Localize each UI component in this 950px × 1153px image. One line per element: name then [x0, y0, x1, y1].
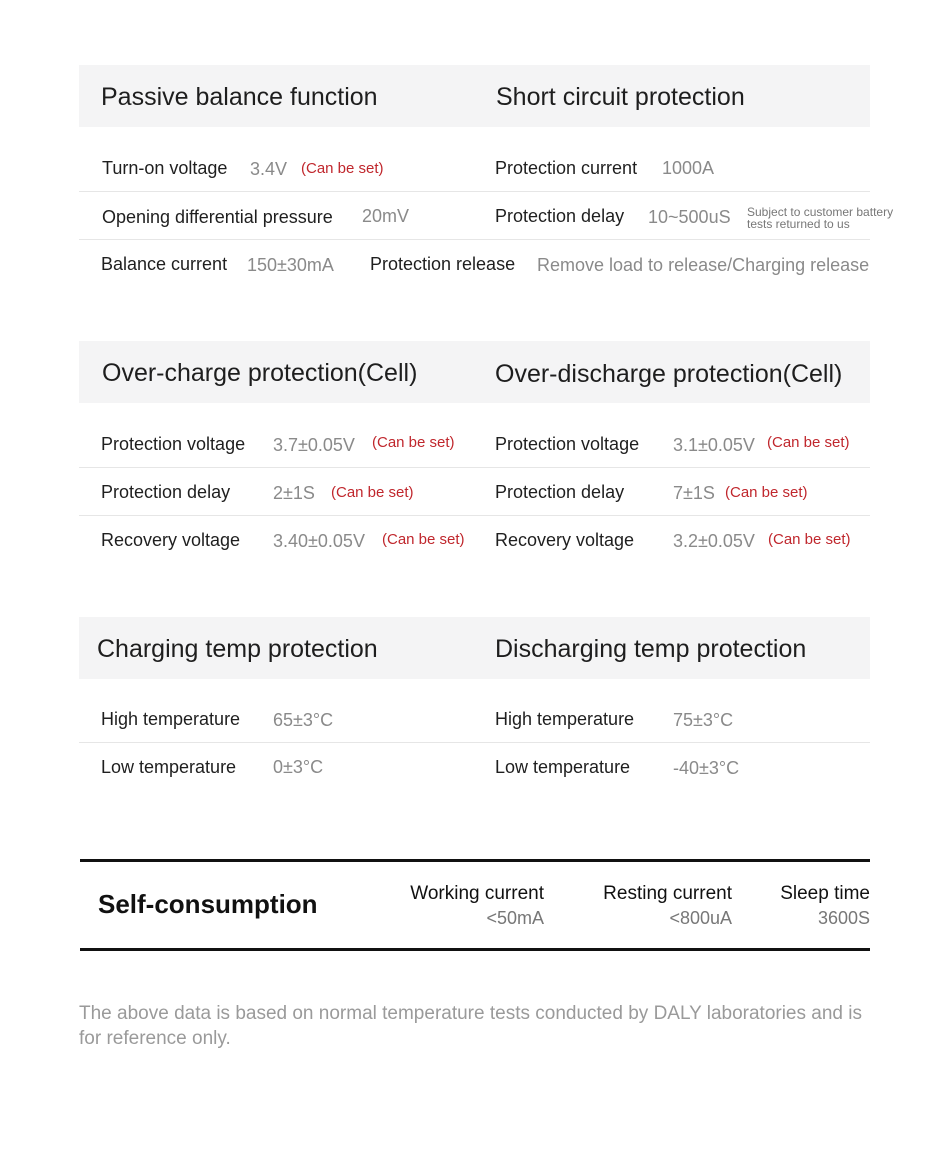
ct-low-temperature-value: 0±3°C [273, 757, 324, 777]
sc-delay-note-line2: tests returned to us [747, 217, 850, 231]
resting-current-value: <800uA [669, 908, 732, 928]
balance-current-label: Balance current [101, 254, 228, 274]
discharging-temp-title: Discharging temp protection [495, 635, 807, 663]
passive-balance-title: Passive balance function [101, 83, 378, 111]
oc-protection-delay-value: 2±1S [273, 483, 315, 503]
oc-recovery-voltage-label: Recovery voltage [101, 530, 241, 550]
sleep-time-value: 3600S [817, 908, 870, 928]
oc-protection-voltage-note: (Can be set) [372, 434, 455, 451]
balance-current-value: 150±30mA [247, 255, 334, 275]
resting-current-label: Resting current [603, 883, 732, 904]
protection-current-value: 1000A [662, 158, 715, 178]
divider [79, 467, 870, 468]
oc-protection-voltage-label: Protection voltage [101, 434, 246, 454]
opening-diff-value: 20mV [362, 206, 410, 226]
sc-protection-delay-value: 10~500uS [648, 207, 731, 227]
ct-high-temperature-label: High temperature [101, 709, 241, 729]
od-protection-voltage-note: (Can be set) [767, 434, 850, 451]
dt-high-temperature-label: High temperature [495, 709, 635, 729]
od-protection-delay-note: (Can be set) [725, 484, 808, 501]
over-charge-title: Over-charge protection(Cell) [102, 359, 418, 387]
protection-release-value: Remove load to release/Charging release [537, 255, 870, 275]
dt-high-temperature-value: 75±3°C [673, 710, 734, 730]
oc-protection-delay-note: (Can be set) [331, 484, 414, 501]
divider [79, 239, 870, 240]
footer-disclaimer: The above data is based on normal temperature tests conducted by DALY laboratories and is for reference only. [79, 1003, 862, 1049]
turn-on-voltage-value: 3.4V [250, 159, 288, 179]
protection-current-label: Protection current [495, 158, 638, 178]
divider [79, 742, 870, 743]
od-protection-delay-value: 7±1S [673, 483, 715, 503]
od-recovery-voltage-label: Recovery voltage [495, 530, 635, 550]
divider [79, 515, 870, 516]
dt-low-temperature-value: -40±3°C [673, 758, 740, 778]
divider [79, 191, 870, 192]
od-protection-voltage-value: 3.1±0.05V [673, 435, 755, 455]
over-discharge-title: Over-discharge protection(Cell) [495, 360, 843, 388]
od-protection-delay-label: Protection delay [495, 482, 625, 502]
sc-protection-delay-label: Protection delay [495, 206, 625, 226]
dt-low-temperature-label: Low temperature [495, 757, 631, 777]
self-consumption-title: Self-consumption [98, 889, 318, 919]
turn-on-voltage-note: (Can be set) [301, 160, 384, 177]
sleep-time-label: Sleep time [780, 883, 870, 904]
protection-release-label: Protection release [370, 254, 516, 274]
oc-protection-delay-label: Protection delay [101, 482, 231, 502]
od-protection-voltage-label: Protection voltage [495, 434, 640, 454]
self-consumption-bottom-rule [80, 948, 870, 951]
od-recovery-voltage-note: (Can be set) [768, 531, 851, 548]
working-current-value: <50mA [486, 908, 544, 928]
ct-low-temperature-label: Low temperature [101, 757, 237, 777]
short-circuit-title: Short circuit protection [496, 83, 745, 111]
oc-protection-voltage-value: 3.7±0.05V [273, 435, 355, 455]
ct-high-temperature-value: 65±3°C [273, 710, 334, 730]
sc-delay-note-line1: Subject to customer battery [747, 205, 894, 219]
oc-recovery-voltage-value: 3.40±0.05V [273, 531, 365, 551]
oc-recovery-voltage-note: (Can be set) [382, 531, 465, 548]
charging-temp-title: Charging temp protection [97, 635, 378, 663]
turn-on-voltage-label: Turn-on voltage [102, 158, 228, 178]
opening-diff-label: Opening differential pressure [102, 207, 333, 227]
self-consumption-top-rule [80, 859, 870, 862]
od-recovery-voltage-value: 3.2±0.05V [673, 531, 755, 551]
working-current-label: Working current [410, 883, 544, 904]
